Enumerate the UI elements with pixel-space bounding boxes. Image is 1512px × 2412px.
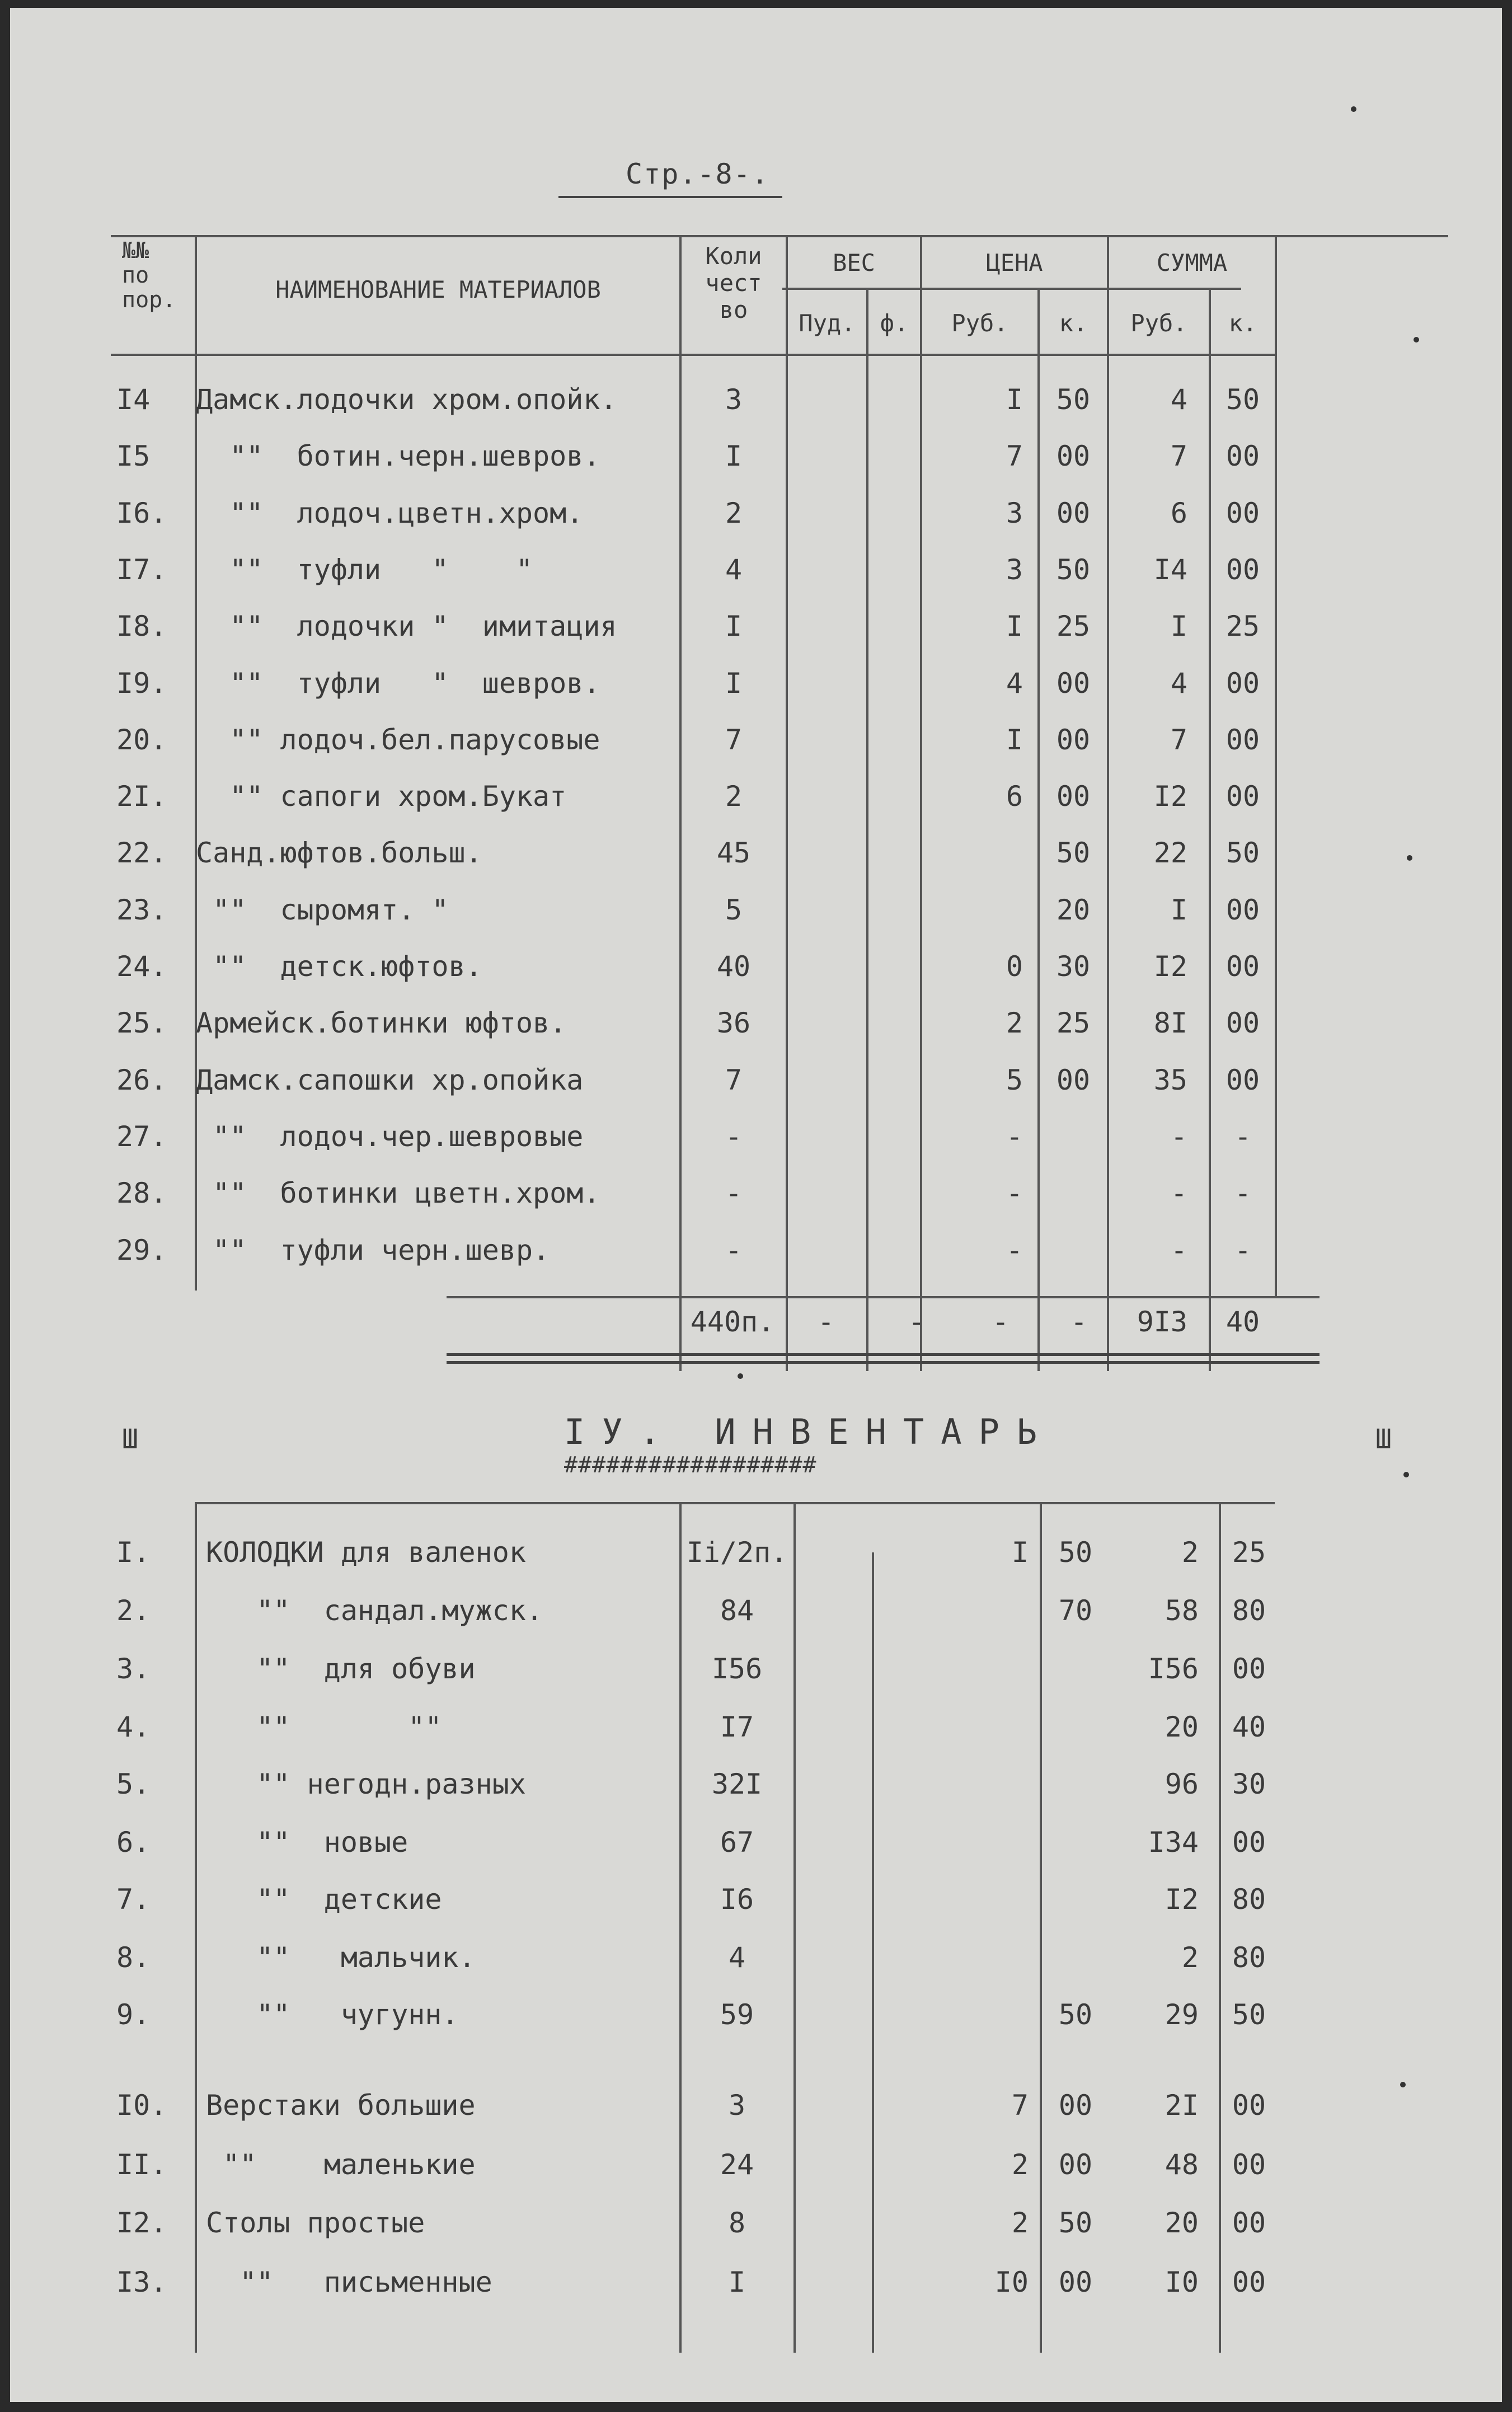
row-quantity: I [725, 667, 743, 700]
row-price-rub: 3 [1006, 553, 1023, 586]
inventory-item-name: "" негодн.разных [206, 1768, 526, 1800]
row-price-rub: 6 [1006, 780, 1023, 813]
row-material-name: "" лодоч.бел.парусовые [196, 723, 600, 756]
inventory-item-name: "" чугунн. [206, 1998, 459, 2031]
row-price-rub: - [1006, 1177, 1023, 1210]
header-weight-f: ф. [880, 309, 909, 337]
inventory-sum-rub: 20 [1164, 2207, 1199, 2239]
header-price-rub: Руб. [951, 309, 1008, 337]
inventory-item-name: "" письменные [206, 2266, 492, 2298]
row-sum-kop: 50 [1225, 837, 1260, 870]
total-double-rule-1 [447, 1353, 1320, 1356]
row-number: I6. [116, 496, 167, 529]
row-number: I9. [116, 667, 167, 700]
section-right-mark: Ш [1375, 1424, 1392, 1455]
inventory-row-number: I2. [116, 2207, 167, 2239]
row-quantity: - [725, 1233, 743, 1266]
row-quantity: 40 [716, 950, 751, 983]
inventory-sum-rub: 2I [1164, 2089, 1199, 2122]
row-sum-kop: 00 [1225, 1063, 1260, 1096]
header-sum-k: к. [1228, 309, 1257, 337]
section-left-mark: Ш [122, 1424, 138, 1455]
paper-speck [738, 1373, 743, 1379]
row-quantity: 2 [725, 780, 743, 813]
row-number: I5 [116, 440, 151, 473]
row-material-name: Санд.юфтов.больш. [196, 837, 482, 870]
inventory-row-number: 9. [116, 1998, 151, 2031]
row-sum-kop: 00 [1225, 667, 1260, 700]
row-sum-kop: 00 [1225, 893, 1260, 926]
row-price-kop: 00 [1056, 496, 1091, 529]
row-number: 2I. [116, 780, 167, 813]
row-quantity: 45 [716, 837, 751, 870]
total-price-rub: - [992, 1306, 1009, 1338]
inventory-quantity: 24 [720, 2148, 754, 2181]
row-quantity: 3 [725, 383, 743, 416]
inventory-item-name: "" "" [206, 1711, 442, 1743]
row-number: I7. [116, 553, 167, 586]
inventory-price-kop: 00 [1058, 2089, 1093, 2122]
row-price-kop: 20 [1056, 893, 1091, 926]
row-price-rub: 3 [1006, 496, 1023, 529]
row-price-kop: 00 [1056, 780, 1091, 813]
row-sum-rub: - [1170, 1177, 1187, 1210]
inventory-row-number: 3. [116, 1653, 151, 1685]
row-number: 28. [116, 1177, 167, 1210]
header-price-k: к. [1059, 309, 1088, 337]
row-number: I4 [116, 383, 151, 416]
paper-speck [1414, 337, 1419, 342]
row-sum-kop: 00 [1225, 553, 1260, 586]
inventory-sum-kop: 00 [1232, 2148, 1266, 2181]
row-price-rub: I [1006, 610, 1023, 643]
header-sub-rule [782, 288, 1241, 290]
row-price-rub: I [1006, 723, 1023, 756]
row-quantity: - [725, 1177, 743, 1210]
row-sum-rub: 7 [1170, 723, 1187, 756]
row-sum-kop: 00 [1225, 780, 1260, 813]
row-number: 25. [116, 1007, 167, 1040]
row-quantity: 7 [725, 723, 743, 756]
paper-speck [1403, 1472, 1409, 1477]
document-sheet [10, 8, 1502, 2402]
inventory-quantity: I7 [720, 1711, 754, 1743]
inventory-price-rub: 7 [1011, 2089, 1029, 2122]
section-title: IУ. ИНВЕНТАРЬ [564, 1411, 1054, 1452]
total-sum-k: 40 [1225, 1306, 1260, 1338]
row-price-rub: - [1006, 1120, 1023, 1153]
row-sum-kop: 00 [1225, 1007, 1260, 1040]
inventory-price-kop: 50 [1058, 1998, 1093, 2031]
row-sum-rub: 8I [1153, 1007, 1187, 1040]
row-sum-kop: 00 [1225, 440, 1260, 473]
row-sum-kop: 25 [1225, 610, 1260, 643]
inventory-quantity: Ii/2п. [686, 1536, 788, 1569]
inventory-row-number: 4. [116, 1711, 151, 1743]
inventory-row-number: II. [116, 2148, 167, 2181]
row-price-rub: 7 [1006, 440, 1023, 473]
total-double-rule-2 [447, 1361, 1320, 1364]
inventory-quantity: 8 [728, 2207, 746, 2239]
row-sum-rub: 4 [1170, 667, 1187, 700]
table-top-rule [111, 235, 1448, 237]
row-number: 27. [116, 1120, 167, 1153]
inventory-row-number: I3. [116, 2266, 167, 2298]
row-material-name: "" лодоч.цветн.хром. [196, 496, 584, 529]
inventory-item-name: "" детские [206, 1883, 442, 1916]
inventory-sum-kop: 00 [1232, 1826, 1266, 1859]
row-price-rub: I [1006, 383, 1023, 416]
inventory-sum-kop: 80 [1232, 1883, 1266, 1916]
row-material-name: "" сапоги хром.Букат [196, 780, 567, 813]
row-quantity: I [725, 440, 743, 473]
paper-speck [1351, 106, 1356, 112]
inventory-quantity: 59 [720, 1998, 754, 2031]
row-quantity: 2 [725, 496, 743, 529]
row-price-kop: 25 [1056, 610, 1091, 643]
row-material-name: "" туфли " " [196, 553, 533, 586]
col-line-right [1275, 235, 1277, 1298]
row-price-kop: 00 [1056, 723, 1091, 756]
row-price-rub: 2 [1006, 1007, 1023, 1040]
inventory-sum-rub: 48 [1164, 2148, 1199, 2181]
row-quantity: - [725, 1120, 743, 1153]
inventory-quantity: 67 [720, 1826, 754, 1859]
inventory-sum-kop: 25 [1232, 1536, 1266, 1569]
inventory-sum-rub: I56 [1148, 1653, 1199, 1685]
total-weight-pud: - [817, 1306, 835, 1338]
row-sum-rub: - [1170, 1233, 1187, 1266]
header-weight-pud: Пуд. [799, 309, 856, 337]
inventory-item-name: "" сандал.мужск. [206, 1594, 543, 1627]
row-material-name: "" сыромят. " [196, 893, 449, 926]
header-num: №№ по пор. [122, 238, 176, 313]
row-sum-kop: 00 [1225, 496, 1260, 529]
col-line-f [866, 288, 868, 1371]
inventory-price-rub: 2 [1011, 2207, 1029, 2239]
inv-col-line-name [195, 1502, 197, 2353]
inventory-top-rule [195, 1502, 1275, 1504]
row-number: I8. [116, 610, 167, 643]
inventory-quantity: I [728, 2266, 746, 2298]
header-bottom-rule [111, 354, 1275, 356]
inventory-sum-rub: 58 [1164, 1594, 1199, 1627]
row-sum-kop: - [1234, 1233, 1252, 1266]
total-rule [447, 1296, 1320, 1298]
paper-speck [1407, 855, 1412, 861]
header-weight: ВЕС [833, 249, 875, 276]
inventory-quantity: 3 [728, 2089, 746, 2122]
row-number: 23. [116, 893, 167, 926]
row-number: 24. [116, 950, 167, 983]
row-sum-rub: 4 [1170, 383, 1187, 416]
row-number: 20. [116, 723, 167, 756]
header-price: ЦЕНА [986, 249, 1043, 276]
row-price-kop: 50 [1056, 383, 1091, 416]
inventory-price-kop: 50 [1058, 2207, 1093, 2239]
inventory-sum-kop: 50 [1232, 1998, 1266, 2031]
row-sum-kop: 50 [1225, 383, 1260, 416]
row-quantity: I [725, 610, 743, 643]
inventory-sum-kop: 80 [1232, 1594, 1266, 1627]
inventory-row-number: I0. [116, 2089, 167, 2122]
inventory-sum-rub: 2 [1181, 1941, 1199, 1974]
row-price-kop: 30 [1056, 950, 1091, 983]
inventory-price-rub: I [1011, 1536, 1029, 1569]
inventory-item-name: "" мальчик. [206, 1941, 476, 1974]
header-name: НАИМЕНОВАНИЕ МАТЕРИАЛОВ [275, 276, 601, 303]
inventory-item-name: КОЛОДКИ для валенок [206, 1536, 526, 1569]
inventory-row-number: 6. [116, 1826, 151, 1859]
header-sum: СУММА [1156, 249, 1228, 276]
row-material-name: "" лодоч.чер.шевровые [196, 1120, 584, 1153]
page-number: Стр.-8-. [626, 158, 769, 190]
row-material-name: "" ботинки цветн.хром. [196, 1177, 600, 1210]
inventory-price-kop: 00 [1058, 2148, 1093, 2181]
row-material-name: "" лодочки " имитация [196, 610, 617, 643]
header-qty: Коли чест во [705, 242, 762, 323]
row-sum-rub: I4 [1153, 553, 1187, 586]
inventory-item-name: Верстаки большие [206, 2089, 476, 2122]
row-quantity: 36 [716, 1007, 751, 1040]
inventory-sum-rub: 29 [1164, 1998, 1199, 2031]
paper-speck [1400, 2082, 1406, 2087]
inventory-item-name: Столы простые [206, 2207, 425, 2239]
row-sum-rub: I2 [1153, 780, 1187, 813]
inventory-row-number: 8. [116, 1941, 151, 1974]
page-number-underline [558, 196, 782, 198]
row-sum-rub: I2 [1153, 950, 1187, 983]
inventory-row-number: I. [116, 1536, 151, 1569]
total-qty: 440п. [690, 1306, 775, 1338]
row-material-name: "" ботин.черн.шевров. [196, 440, 600, 473]
inventory-sum-rub: 20 [1164, 1711, 1199, 1743]
row-material-name: Армейск.ботинки юфтов. [196, 1007, 567, 1040]
inventory-item-name: "" маленькие [206, 2148, 476, 2181]
row-sum-rub: 22 [1153, 837, 1187, 870]
row-sum-kop: 00 [1225, 950, 1260, 983]
inventory-row-number: 2. [116, 1594, 151, 1627]
inventory-price-kop: 00 [1058, 2266, 1093, 2298]
row-material-name: Дамск.сапошки хр.опойка [196, 1063, 584, 1096]
inventory-sum-kop: 00 [1232, 1653, 1266, 1685]
row-price-rub: - [1006, 1233, 1023, 1266]
total-weight-f: - [908, 1306, 926, 1338]
row-number: 22. [116, 837, 167, 870]
total-sum-rub: 9I3 [1137, 1306, 1187, 1338]
inventory-sum-kop: 00 [1232, 2089, 1266, 2122]
row-price-kop: 50 [1056, 553, 1091, 586]
inventory-sum-kop: 80 [1232, 1941, 1266, 1974]
inventory-quantity: 84 [720, 1594, 754, 1627]
section-title-underline: ################## [564, 1452, 817, 1478]
row-material-name: "" туфли " шевров. [196, 667, 600, 700]
row-sum-rub: I [1170, 893, 1187, 926]
inventory-item-name: "" для обуви [206, 1653, 476, 1685]
inventory-row-number: 5. [116, 1768, 151, 1800]
row-price-kop: 00 [1056, 667, 1091, 700]
row-sum-rub: 7 [1170, 440, 1187, 473]
row-quantity: 5 [725, 893, 743, 926]
inventory-sum-rub: 2 [1181, 1536, 1199, 1569]
row-sum-rub: 35 [1153, 1063, 1187, 1096]
inventory-sum-kop: 00 [1232, 2207, 1266, 2239]
inventory-quantity: I56 [711, 1653, 763, 1685]
row-quantity: 4 [725, 553, 743, 586]
row-price-rub: 0 [1006, 950, 1023, 983]
row-sum-rub: - [1170, 1120, 1187, 1153]
inventory-row-number: 7. [116, 1883, 151, 1916]
inventory-item-name: "" новые [206, 1826, 408, 1859]
row-price-kop: 50 [1056, 837, 1091, 870]
inventory-quantity: 32I [711, 1768, 763, 1800]
inventory-sum-rub: I0 [1164, 2266, 1199, 2298]
inventory-sum-kop: 30 [1232, 1768, 1266, 1800]
inventory-quantity: I6 [720, 1883, 754, 1916]
col-line-pud [786, 235, 788, 1371]
inventory-sum-rub: I2 [1164, 1883, 1199, 1916]
row-price-kop: 00 [1056, 440, 1091, 473]
row-number: 26. [116, 1063, 167, 1096]
row-sum-kop: - [1234, 1177, 1252, 1210]
row-price-rub: 4 [1006, 667, 1023, 700]
row-sum-kop: 00 [1225, 723, 1260, 756]
inventory-sum-rub: 96 [1164, 1768, 1199, 1800]
row-price-kop: 25 [1056, 1007, 1091, 1040]
inventory-price-rub: I0 [994, 2266, 1029, 2298]
inventory-price-rub: 2 [1011, 2148, 1029, 2181]
row-sum-kop: - [1234, 1120, 1252, 1153]
total-price-k: - [1070, 1306, 1088, 1338]
row-quantity: 7 [725, 1063, 743, 1096]
inventory-price-kop: 70 [1058, 1594, 1093, 1627]
row-material-name: Дамск.лодочки хром.опойк. [196, 383, 617, 416]
inventory-quantity: 4 [728, 1941, 746, 1974]
row-price-rub: 5 [1006, 1063, 1023, 1096]
inventory-sum-rub: I34 [1148, 1826, 1199, 1859]
inventory-price-kop: 50 [1058, 1536, 1093, 1569]
inventory-sum-kop: 40 [1232, 1711, 1266, 1743]
inventory-sum-kop: 00 [1232, 2266, 1266, 2298]
row-number: 29. [116, 1233, 167, 1266]
row-sum-rub: I [1170, 610, 1187, 643]
row-material-name: "" детск.юфтов. [196, 950, 482, 983]
header-sum-rub: Руб. [1130, 309, 1187, 337]
row-material-name: "" туфли черн.шевр. [196, 1233, 550, 1266]
inv-col-line-f [872, 1552, 874, 2353]
row-sum-rub: 6 [1170, 496, 1187, 529]
row-price-kop: 00 [1056, 1063, 1091, 1096]
